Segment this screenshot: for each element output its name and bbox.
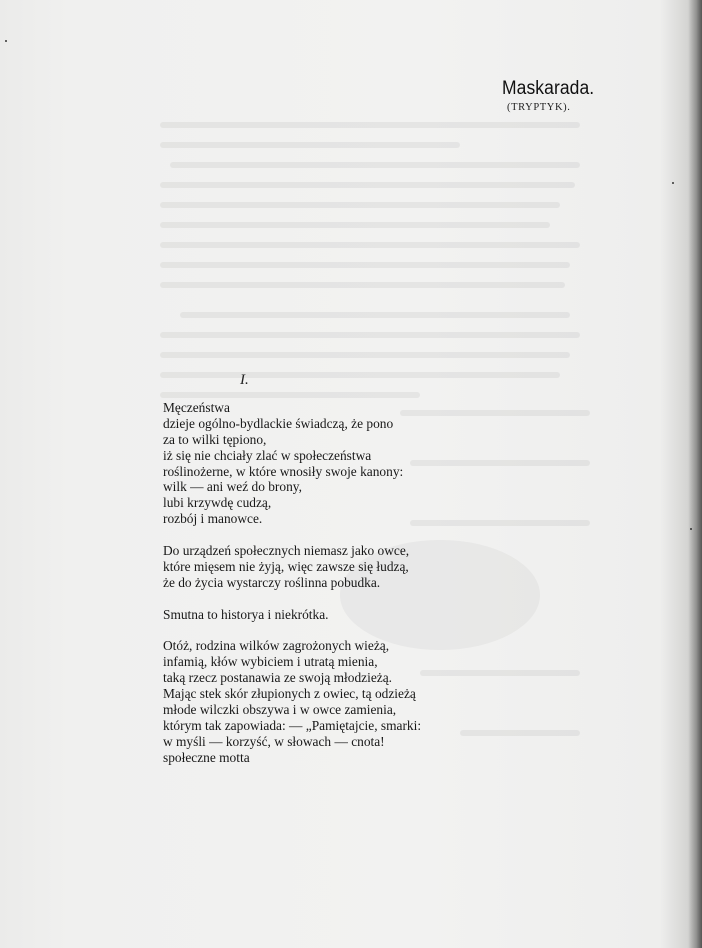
poem-line: młode wilczki obszywa i w owce zamienia, — [163, 701, 397, 717]
poem-line: którym tak zapowiada: — „Pamiętajcie, smarki: — [163, 717, 422, 733]
poem-line: Smutna to historya i niekrótka. — [163, 606, 329, 622]
poem-body — [163, 400, 463, 781]
stanza — [163, 400, 463, 527]
section-number: I. — [240, 372, 249, 388]
paper-speck — [672, 182, 674, 184]
poem-line: że do życia wystarczy roślinna pobudka. — [163, 574, 381, 590]
page-edge-shadow — [688, 0, 702, 948]
poem-line: Do urządzeń społecznych niemasz jako owce, — [163, 543, 410, 559]
poem-line: Mając stek skór złupionych z owiec, tą odzieżą — [163, 686, 416, 702]
poem-line: wilk — ani weź do brony, — [163, 479, 302, 495]
poem-line: które mięsem nie żyją, więc zawsze się łudzą, — [163, 558, 409, 574]
poem-line: taką rzecz postanawia ze swoją młodzieżą. — [163, 670, 393, 686]
page-title: Maskarada. — [502, 78, 595, 99]
poem-line: infamią, kłów wybiciem i utratą mienia, — [163, 654, 378, 670]
page-subtitle: (TRYPTYK). — [507, 102, 571, 113]
poem-line: Męczeństwa — [163, 400, 230, 415]
paper-speck — [5, 40, 7, 42]
poem-line: Otóż, rodzina wilków zagrożonych wieżą, — [163, 638, 390, 654]
poem-line: w myśli — korzyść, w słowach — cnota! — [163, 733, 385, 749]
poem-line: roślinożerne, w które wnosiły swoje kanony: — [163, 463, 404, 479]
stanza — [163, 607, 463, 623]
poem-line: za to wilki tępiono, — [163, 431, 267, 447]
poem-line: lubi krzywdę cudzą, — [163, 495, 272, 511]
poem-line: rozbój i manowce. — [163, 511, 263, 527]
stanza — [163, 638, 463, 765]
poem-line: dzieje ogólno-bydlackie świadczą, że pono — [163, 415, 394, 431]
stanza — [163, 543, 463, 591]
poem-line: iż się nie chciały zlać w społeczeństwa — [163, 447, 372, 463]
poem-line: społeczne motta — [163, 749, 250, 765]
